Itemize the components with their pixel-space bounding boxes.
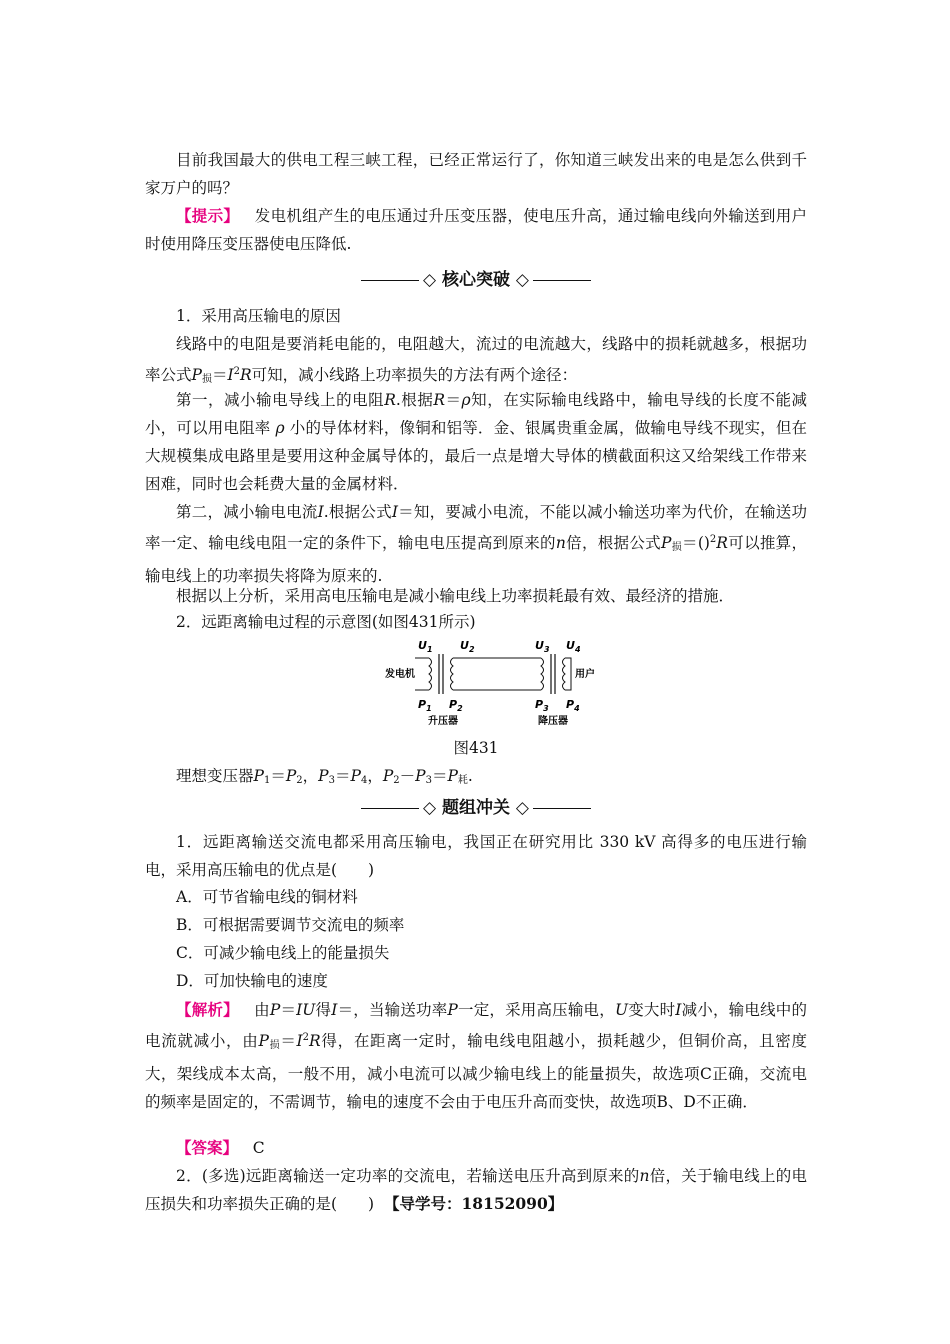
label-U4: $U_4$	[566, 639, 581, 654]
symbol-P: P	[382, 767, 394, 785]
subscript-consume: 耗	[457, 775, 468, 786]
analysis-g: 减小，输电线中的电流就减小，由	[145, 1001, 807, 1050]
answer-tag: 【答案】	[176, 1138, 239, 1157]
equals: ＝	[270, 767, 286, 785]
superscript-2: 2	[709, 534, 717, 545]
symbol-I: I	[296, 1032, 303, 1050]
core-item2-title-text: 2．远距离输电过程的示意图(如图431所示)	[176, 613, 476, 631]
equals: ＝	[211, 366, 228, 384]
label-U2: $U_2$	[460, 639, 475, 654]
analysis-b: ＝	[280, 1001, 297, 1019]
symbol-P: P	[269, 1001, 281, 1019]
core-para3	[145, 498, 807, 590]
analysis-c: 得	[315, 1001, 332, 1019]
transmission-diagram	[385, 636, 605, 732]
intro-question	[145, 146, 807, 202]
symbol-P: P	[191, 366, 202, 384]
minus: －	[399, 767, 416, 785]
comma: ，	[302, 767, 319, 785]
subscript-loss: 损	[268, 1040, 281, 1051]
guide-number: 【导学号：18152090】	[383, 1194, 564, 1213]
step-down-secondary-coil	[563, 658, 566, 690]
comma: ，	[367, 767, 383, 785]
figure-caption: 图431	[453, 739, 499, 757]
generator-wire	[415, 658, 429, 690]
question-1-answer	[145, 1134, 807, 1162]
symbol-U: U	[614, 1001, 629, 1019]
section-title-exercises: ◇ 题组冲关 ◇	[423, 798, 529, 818]
symbol-I: I	[675, 1001, 682, 1019]
core-para2-a: 第一，减小输电导线上的电阻	[176, 391, 385, 409]
symbol-P: P	[258, 1032, 269, 1050]
core-item2-title	[145, 608, 807, 636]
core-para1	[145, 330, 807, 394]
symbol-R: R	[716, 534, 728, 552]
core-para3-f: 可以推算，输电线上的功率损失将降为原来的.	[145, 534, 807, 585]
symbol-R: R	[384, 391, 396, 409]
superscript-2: 2	[233, 366, 240, 377]
section-rule-left	[361, 808, 419, 809]
intro-hint	[145, 202, 807, 258]
label-step-down: 降压器	[538, 716, 568, 727]
hint-text: 发电机组产生的电压通过升压变压器，使电压升高，通过输电线向外输送到用户时使用降压变压器使电压降低.	[145, 207, 807, 253]
question-2-stem	[145, 1162, 807, 1218]
question-1-option-d: D．可加快输电的速度	[176, 972, 328, 990]
core-para3-c: ＝知，要减小电流，不能以减小输送功率为代价，在输送功率一定、输电线电阻一定的条件下，输电电压提高到原来的	[145, 503, 807, 552]
symbol-n: n	[639, 1167, 650, 1185]
label-U3: $U_3$	[535, 639, 550, 654]
section-rule-left	[361, 280, 419, 281]
label-generator: 发电机	[385, 669, 415, 680]
analysis-d: ＝，当输送功率	[337, 1001, 448, 1019]
hint-tag: 【提示】	[176, 206, 240, 225]
symbol-I: I	[227, 366, 234, 384]
question-2-stem-a: 2．(多选)远距离输送一定功率的交流电，若输送电压升高到原来的	[176, 1167, 640, 1185]
analysis-e: 一定，采用高压输电，	[457, 1001, 615, 1019]
equals: ＝	[334, 767, 351, 785]
symbol-P: P	[253, 767, 264, 785]
core-para2	[145, 386, 807, 498]
question-1-option-b: B．可根据需要调节交流电的频率	[176, 916, 405, 934]
subscript-1: 1	[263, 775, 271, 786]
core-para3-b: .根据公式	[323, 503, 392, 521]
label-step-up: 升压器	[428, 716, 458, 727]
step-down-primary-coil	[541, 658, 544, 690]
analysis-i: 得，在距离一定时，输电线电阻越小，损耗越少，但铜价高，且密度大，架线成本太高，一般不用，减小电流可以减少输电线上的能量损失，故选项C正确，交流电的频率是固定的，不需调节，输电的速度不会由于电压升高而变快，故选项B、D不正确．	[145, 1032, 807, 1111]
symbol-R: R	[433, 391, 446, 409]
symbol-n: n	[555, 534, 566, 552]
symbol-rho: ρ	[461, 391, 471, 409]
symbol-I: I	[331, 1001, 338, 1019]
section-title-core: ◇ 核心突破 ◇	[423, 270, 529, 290]
ideal-text: 理想变压器	[176, 767, 254, 785]
core-para3-d: 倍，根据公式	[565, 534, 661, 552]
core-item1-title-text: 1．采用高压输电的原因	[176, 307, 341, 325]
analysis-tag: 【解析】	[176, 1000, 239, 1019]
core-para4-text: 根据以上分析，采用高电压输电是减小输电线上功率损耗最有效、最经济的措施．	[176, 587, 735, 605]
question-1-analysis	[145, 996, 807, 1116]
subscript-2: 2	[393, 775, 400, 786]
question-1-option-c: C．可减少输电线上的能量损失	[176, 944, 390, 962]
subscript-3: 3	[425, 775, 432, 786]
transmission-line	[453, 658, 541, 690]
symbol-I: I	[317, 503, 324, 521]
label-user: 用户	[575, 669, 595, 680]
core-para2-b: .根据	[395, 391, 434, 409]
question-1-stem	[145, 828, 807, 884]
question-2-stem-b: 倍，关于输电线上的电压损失和功率损失正确的是( )	[145, 1167, 807, 1213]
symbol-P: P	[447, 1001, 458, 1019]
section-header-exercises	[145, 796, 807, 820]
equals: ＝	[431, 767, 448, 785]
symbol-P: P	[285, 767, 297, 785]
question-1-stem-text: 1．远距离输送交流电都采用高压输电，我国正在研究用比 330 kV 高得多的电压进行输电，采用高压输电的优点是( )	[145, 833, 807, 879]
subscript-loss: 损	[201, 374, 212, 385]
symbol-rho: ρ	[275, 419, 285, 437]
period: .	[467, 767, 473, 785]
transmission-diagram-svg	[385, 636, 605, 728]
analysis-f: 变大时	[628, 1001, 676, 1019]
label-P4: $P_4$	[566, 698, 580, 713]
core-para1-a: 线路中的电阻是要消耗电能的，电阻越大，流过的电流越大，线路中的损耗就越多，根据功率公式	[145, 335, 807, 384]
symbol-IU: I	[296, 1001, 303, 1019]
core-para1-b: 可知，减小线路上功率损失的方法有两个途径：	[251, 366, 578, 384]
symbol-P: P	[350, 767, 361, 785]
symbol-P: P	[318, 767, 329, 785]
step-up-primary-coil	[429, 658, 432, 690]
section-header-core	[145, 268, 807, 292]
label-P3: $P_3$	[535, 698, 549, 713]
user-wire	[565, 658, 571, 690]
analysis-a: 由	[254, 1001, 270, 1019]
equals: ＝	[445, 391, 462, 409]
symbol-P: P	[447, 767, 458, 785]
symbol-I: I	[391, 503, 398, 521]
analysis-h: ＝	[280, 1032, 297, 1050]
symbol-R: R	[309, 1032, 321, 1050]
core-para2-d: 知，在实际输电线路中，输电导线的长度不能减小，可以用电阻率	[145, 391, 807, 437]
label-P1: $P_1$	[418, 698, 432, 713]
core-para4	[145, 582, 807, 610]
subscript-loss: 损	[671, 542, 683, 553]
ideal-transformer-relation	[145, 762, 807, 795]
symbol-P: P	[415, 767, 426, 785]
label-U1: $U_1$	[418, 639, 433, 654]
core-para3-e: ＝()	[682, 534, 710, 552]
core-para3-a: 第二，减小输电电流	[176, 503, 318, 521]
core-item1-title	[145, 302, 807, 330]
answer-value: C	[252, 1139, 265, 1157]
section-rule-right	[533, 808, 591, 809]
subscript-3: 3	[328, 775, 335, 786]
subscript-2: 2	[296, 775, 303, 786]
superscript-2: 2	[302, 1032, 310, 1043]
section-rule-right	[533, 280, 591, 281]
symbol-R: R	[239, 366, 252, 384]
symbol-U: U	[302, 1001, 316, 1019]
subscript-4: 4	[360, 775, 368, 786]
question-1-option-a: A．可节省输电线的铜材料	[176, 888, 358, 906]
symbol-P: P	[660, 534, 672, 552]
step-up-secondary-coil	[451, 658, 454, 690]
label-P2: $P_2$	[449, 698, 463, 713]
intro-question-text: 目前我国最大的供电工程三峡工程，已经正常运行了，你知道三峡发出来的电是怎么供到千家万户的吗？	[145, 151, 807, 197]
core-para2-e: 小的导体材料，像铜和铝等．金、银属贵重金属，做输电导线不现实，但在大规模集成电路里是要用这种金属导体的，最后一点是增大导体的横截面积这又给架线工作带来困难，同时也会耗费大量的金属材料．	[145, 419, 807, 493]
